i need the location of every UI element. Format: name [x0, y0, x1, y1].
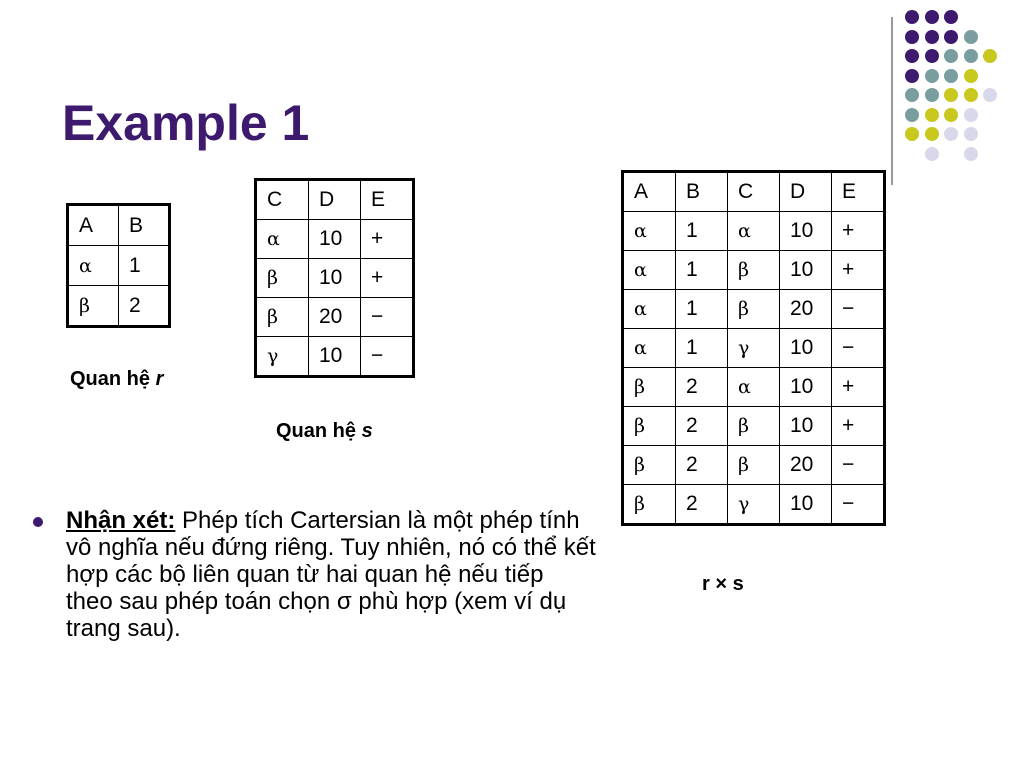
decorative-dot: [925, 30, 939, 44]
divider-line: [891, 17, 893, 185]
decorative-dot: [964, 49, 978, 63]
table-row: [623, 485, 885, 525]
table-cell: β: [728, 251, 780, 290]
table-cell: 10: [309, 337, 361, 377]
table-cell: 1: [676, 290, 728, 329]
table-cell: 1: [119, 246, 170, 286]
decorative-dot: [944, 88, 958, 102]
table-cell: γ: [256, 337, 309, 377]
table-row: [256, 337, 414, 377]
table-cell: β: [256, 259, 309, 298]
table-row: [623, 329, 885, 368]
table-cell: +: [832, 368, 885, 407]
table-cell: 20: [309, 298, 361, 337]
table-cell: −: [832, 329, 885, 368]
table-cell: 2: [676, 368, 728, 407]
table-header-row: [623, 172, 885, 212]
decorative-dot: [964, 147, 978, 161]
table-cell: β: [68, 286, 119, 327]
table-row: [256, 259, 414, 298]
table-cell: α: [623, 212, 676, 251]
table-header-row: [68, 205, 170, 246]
table-cell: α: [728, 368, 780, 407]
decorative-dot: [944, 69, 958, 83]
decorative-dot: [964, 127, 978, 141]
table-cell: 20: [780, 446, 832, 485]
header-cell: B: [676, 172, 728, 212]
decorative-dot: [925, 10, 939, 24]
cartesian-product-table: [621, 170, 886, 526]
table-cell: α: [728, 212, 780, 251]
table-cell: 10: [780, 212, 832, 251]
decorative-dot: [905, 49, 919, 63]
decorative-dot: [964, 30, 978, 44]
table-cell: β: [623, 485, 676, 525]
decorative-dot: [944, 108, 958, 122]
table-cell: γ: [728, 485, 780, 525]
decorative-dot: [905, 88, 919, 102]
decorative-dot: [925, 69, 939, 83]
table-row: [623, 368, 885, 407]
relation-s-caption: Quan hệ s: [276, 420, 373, 442]
table-cell: α: [623, 251, 676, 290]
table-cell: 10: [780, 329, 832, 368]
decorative-dot: [944, 10, 958, 24]
relation-r-table: [66, 203, 171, 328]
decorative-dot: [925, 127, 939, 141]
relation-s-table: [254, 178, 415, 378]
table-cell: 1: [676, 329, 728, 368]
table-cell: −: [361, 337, 414, 377]
note-label: Nhận xét:: [66, 507, 176, 534]
decorative-dot: [905, 69, 919, 83]
table-cell: α: [623, 329, 676, 368]
decorative-dot: [905, 10, 919, 24]
table-cell: +: [361, 220, 414, 259]
table-row: [623, 251, 885, 290]
header-cell: E: [361, 180, 414, 220]
header-cell: C: [728, 172, 780, 212]
table-cell: β: [728, 407, 780, 446]
table-row: [68, 246, 170, 286]
table-cell: 10: [780, 368, 832, 407]
slide-title: Example 1: [62, 95, 310, 151]
decorative-dot: [905, 108, 919, 122]
table-cell: +: [361, 259, 414, 298]
decorative-dot: [983, 49, 997, 63]
decorative-dot: [964, 69, 978, 83]
table-row: [623, 212, 885, 251]
header-cell: A: [623, 172, 676, 212]
decorative-dot: [905, 127, 919, 141]
table-cell: β: [256, 298, 309, 337]
header-cell: D: [780, 172, 832, 212]
table-row: [256, 298, 414, 337]
cartesian-product-caption: r × s: [702, 573, 744, 595]
note-paragraph: [66, 507, 596, 642]
table-cell: 20: [780, 290, 832, 329]
header-cell: E: [832, 172, 885, 212]
table-row: [623, 446, 885, 485]
table-cell: 10: [309, 259, 361, 298]
relation-r-caption: Quan hệ r: [70, 368, 164, 390]
table-cell: 10: [780, 485, 832, 525]
table-cell: 2: [676, 446, 728, 485]
table-cell: α: [623, 290, 676, 329]
decorative-dot: [964, 108, 978, 122]
bullet-icon: [33, 517, 43, 527]
table-cell: 10: [309, 220, 361, 259]
table-cell: α: [68, 246, 119, 286]
table-cell: −: [832, 446, 885, 485]
table-cell: β: [623, 368, 676, 407]
decorative-dot: [925, 49, 939, 63]
table-row: [623, 407, 885, 446]
table-cell: 10: [780, 251, 832, 290]
header-cell: D: [309, 180, 361, 220]
table-cell: 10: [780, 407, 832, 446]
table-cell: 2: [676, 485, 728, 525]
table-row: [68, 286, 170, 327]
note-text: Phép tích Cartersian là một phép tính vô nghĩa nếu đứng riêng. Tuy nhiên, nó có thể kết hợp các bộ liên quan từ hai quan hệ nếu tiếp theo sau phép toán chọn σ phù hợp (xem ví dụ trang sau).: [66, 507, 596, 642]
table-cell: γ: [728, 329, 780, 368]
table-cell: 1: [676, 212, 728, 251]
table-row: [256, 220, 414, 259]
decorative-dot: [925, 108, 939, 122]
table-header-row: [256, 180, 414, 220]
header-cell: A: [68, 205, 119, 246]
table-cell: −: [832, 485, 885, 525]
table-cell: β: [728, 290, 780, 329]
table-cell: −: [361, 298, 414, 337]
table-cell: β: [623, 446, 676, 485]
table-cell: +: [832, 212, 885, 251]
table-cell: 1: [676, 251, 728, 290]
decorative-dot: [944, 30, 958, 44]
decorative-dot: [964, 88, 978, 102]
table-cell: α: [256, 220, 309, 259]
decorative-dot: [905, 30, 919, 44]
decorative-dot: [944, 127, 958, 141]
table-cell: +: [832, 251, 885, 290]
header-cell: C: [256, 180, 309, 220]
table-cell: β: [728, 446, 780, 485]
decorative-dot: [983, 88, 997, 102]
table-cell: β: [623, 407, 676, 446]
header-cell: B: [119, 205, 170, 246]
table-row: [623, 290, 885, 329]
table-cell: +: [832, 407, 885, 446]
table-cell: 2: [676, 407, 728, 446]
table-cell: −: [832, 290, 885, 329]
table-cell: 2: [119, 286, 170, 327]
decorative-dot: [925, 147, 939, 161]
decorative-dot: [944, 49, 958, 63]
decorative-dot: [925, 88, 939, 102]
